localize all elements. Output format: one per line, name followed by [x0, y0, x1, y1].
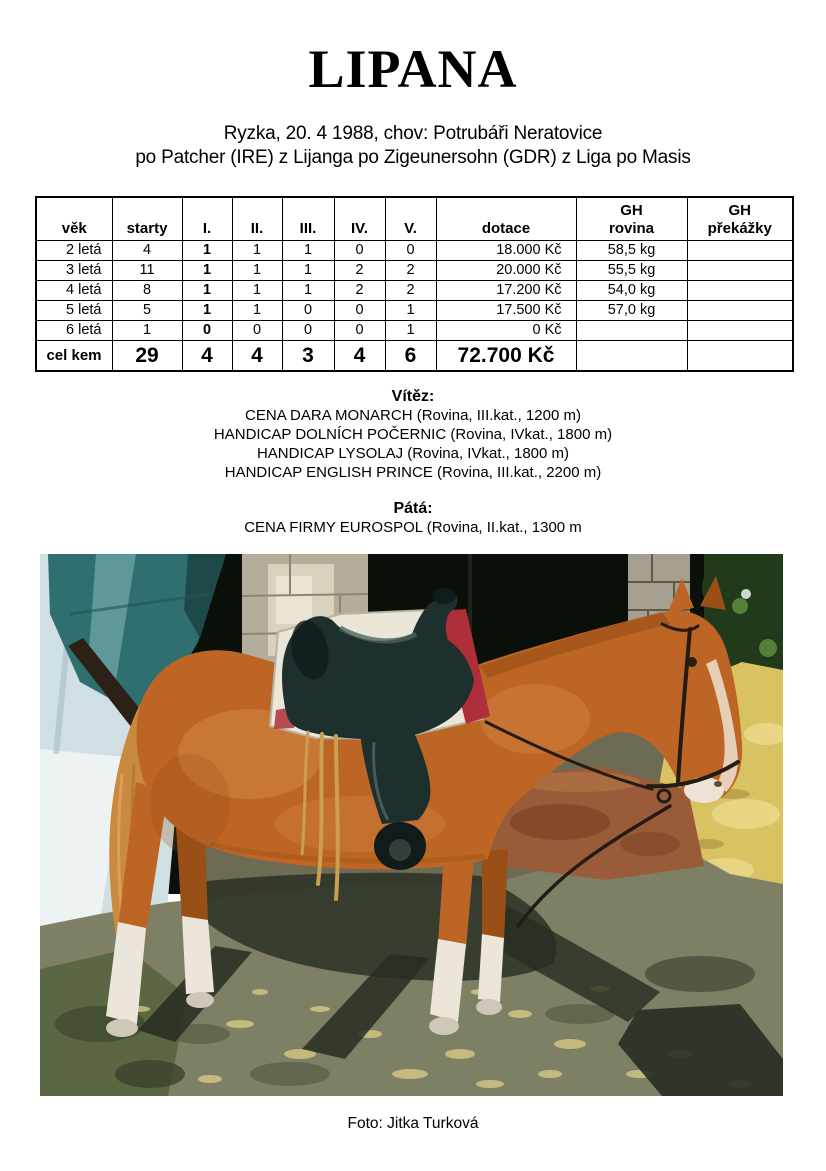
- photo-caption: Foto: Jitka Turková: [347, 1115, 479, 1132]
- horse-photo: [40, 554, 783, 1096]
- cell-starty: 11: [112, 261, 182, 281]
- cell-p4: 0: [334, 321, 385, 341]
- fifth-race: CENA FIRMY EUROSPOL (Rovina, II.kat., 1300 m: [244, 519, 582, 536]
- cell-p2: 1: [232, 261, 282, 281]
- table-row: [36, 301, 793, 321]
- cell-gh-rovina: 54,0 kg: [576, 281, 687, 301]
- cell-vek: 5 letá: [36, 301, 112, 321]
- cell-p2: 1: [232, 301, 282, 321]
- cell-p5: 6: [385, 341, 436, 372]
- cell-vek: 6 letá: [36, 321, 112, 341]
- cell-gh-rovina: [576, 321, 687, 341]
- cell-p2: 4: [232, 341, 282, 372]
- cell-dotace: 20.000 Kč: [436, 261, 576, 281]
- cell-p4: 2: [334, 281, 385, 301]
- cell-vek: 4 letá: [36, 281, 112, 301]
- table-row: [36, 281, 793, 301]
- cell-p1: 1: [182, 261, 232, 281]
- column-header-gh-prekazky: GH překážky: [687, 197, 793, 241]
- cell-gh-prekazky: [687, 281, 793, 301]
- column-header-p2: II.: [232, 197, 282, 241]
- cell-p3: 0: [282, 301, 334, 321]
- pedigree-line-1: Ryzka, 20. 4 1988, chov: Potrubáři Neratovice: [223, 123, 603, 144]
- winner-race: HANDICAP LYSOLAJ (Rovina, IVkat., 1800 m): [256, 445, 570, 462]
- horse-pedigree: [0, 122, 826, 170]
- table-header-row: [36, 197, 793, 241]
- cell-gh-rovina: 55,5 kg: [576, 261, 687, 281]
- cell-p1: 1: [182, 301, 232, 321]
- cell-p5: 2: [385, 281, 436, 301]
- cell-p3: 1: [282, 261, 334, 281]
- cell-dotace: 17.500 Kč: [436, 301, 576, 321]
- cell-p5: 0: [385, 241, 436, 261]
- cell-p1: 0: [182, 321, 232, 341]
- cell-p2: 1: [232, 241, 282, 261]
- cell-dotace: 0 Kč: [436, 321, 576, 341]
- cell-gh-prekazky: [687, 341, 793, 372]
- results-section: [0, 387, 826, 537]
- cell-gh-rovina: 58,5 kg: [576, 241, 687, 261]
- table-row: [36, 241, 793, 261]
- column-header-starty: starty: [112, 197, 182, 241]
- horse-photo-illustration: [40, 554, 783, 1096]
- cell-vek: 2 letá: [36, 241, 112, 261]
- column-header-vek: věk: [36, 197, 112, 241]
- stats-table: [35, 196, 794, 372]
- cell-p1: 1: [182, 241, 232, 261]
- cell-p4: 0: [334, 301, 385, 321]
- column-header-p1: I.: [182, 197, 232, 241]
- cell-vek: 3 letá: [36, 261, 112, 281]
- spacer: [0, 482, 826, 499]
- winner-race: HANDICAP ENGLISH PRINCE (Rovina, III.kat., 2200 m): [224, 464, 602, 481]
- page-title: LIPANA: [308, 39, 518, 99]
- cell-dotace: 72.700 Kč: [436, 341, 576, 372]
- column-header-gh-rovina: GH rovina: [576, 197, 687, 241]
- cell-p3: 1: [282, 281, 334, 301]
- cell-dotace: 18.000 Kč: [436, 241, 576, 261]
- cell-gh-prekazky: [687, 301, 793, 321]
- cell-p4: 4: [334, 341, 385, 372]
- cell-p3: 3: [282, 341, 334, 372]
- winner-race: CENA DARA MONARCH (Rovina, III.kat., 1200 m): [245, 407, 581, 424]
- cell-starty: 8: [112, 281, 182, 301]
- cell-gh-rovina: 57,0 kg: [576, 301, 687, 321]
- cell-p5: 2: [385, 261, 436, 281]
- cell-starty: 5: [112, 301, 182, 321]
- column-header-p3: III.: [282, 197, 334, 241]
- column-header-p5: V.: [385, 197, 436, 241]
- cell-p5: 1: [385, 321, 436, 341]
- cell-p2: 0: [232, 321, 282, 341]
- pedigree-line-2: po Patcher (IRE) z Lijanga po Zigeunersohn (GDR) z Liga po Masis: [135, 147, 691, 168]
- cell-p3: 1: [282, 241, 334, 261]
- column-header-dotace: dotace: [436, 197, 576, 241]
- cell-p5: 1: [385, 301, 436, 321]
- cell-p3: 0: [282, 321, 334, 341]
- cell-starty: 4: [112, 241, 182, 261]
- table-row: [36, 261, 793, 281]
- cell-p2: 1: [232, 281, 282, 301]
- cell-vek: cel kem: [36, 341, 112, 372]
- winner-heading: Vítěz:: [391, 388, 435, 405]
- cell-p4: 0: [334, 241, 385, 261]
- cell-gh-prekazky: [687, 241, 793, 261]
- fifth-heading: Pátá:: [393, 500, 433, 517]
- cell-starty: 1: [112, 321, 182, 341]
- winner-race: HANDICAP DOLNÍCH POČERNIC (Rovina, IVkat., 1800 m): [213, 426, 613, 443]
- cell-gh-prekazky: [687, 321, 793, 341]
- cell-gh-prekazky: [687, 261, 793, 281]
- cell-p1: 4: [182, 341, 232, 372]
- cell-dotace: 17.200 Kč: [436, 281, 576, 301]
- column-header-p4: IV.: [334, 197, 385, 241]
- total-row: [36, 341, 793, 372]
- cell-p4: 2: [334, 261, 385, 281]
- table-row: [36, 321, 793, 341]
- cell-starty: 29: [112, 341, 182, 372]
- cell-gh-rovina: [576, 341, 687, 372]
- cell-p1: 1: [182, 281, 232, 301]
